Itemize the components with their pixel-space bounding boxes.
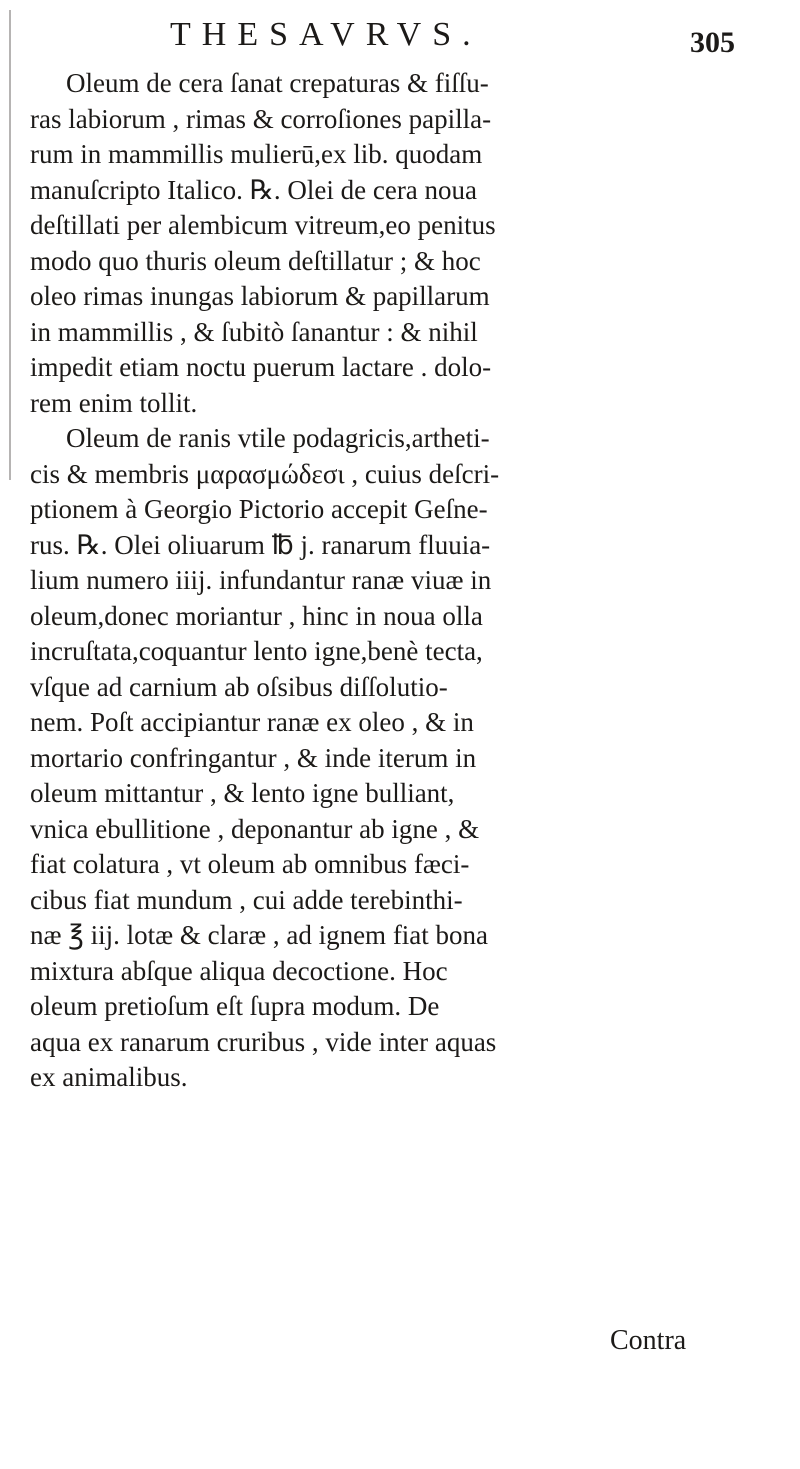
running-title: THESAVRVS. — [170, 16, 482, 53]
text-line: vſque ad carnium ab oſsibus diſſolutio- — [30, 671, 448, 702]
text-line: nem. Poſt accipiantur ranæ ex oleo , & in — [30, 707, 474, 737]
text-line: ex animalibus. — [30, 1062, 188, 1092]
text-line: oleum mittantur , & lento igne bulliant, — [30, 778, 455, 808]
text-line: deſtillati per alembicum vitreum,eo penitus — [30, 210, 496, 240]
body-text — [30, 66, 790, 1096]
text-line: vnica ebullitione , deponantur ab igne , & — [30, 813, 480, 844]
text-line: mortario confringantur , & inde iterum in — [30, 742, 477, 773]
text-line: oleo rimas inungas labiorum & papillarum — [30, 281, 490, 311]
catchword: Contra — [610, 1325, 687, 1356]
text-line: modo quo thuris oleum deſtillatur ; & hoc — [30, 245, 481, 276]
text-line: rem enim tollit. — [30, 387, 198, 418]
text-line: oleum,donec moriantur , hinc in noua olla — [30, 600, 483, 631]
text-line: aqua ex ranarum cruribus , vide inter aquas — [30, 1026, 497, 1057]
text-line: incruſtata,coquantur lento igne,benè tecta, — [30, 636, 483, 666]
text-line: cis & membris μαρασμώδεσι , cuius deſcri- — [30, 458, 500, 489]
text-line: ptionem à Georgio Pictorio accepit Geſne- — [30, 494, 488, 524]
text-line: rum in mammillis mulierū,ex lib. quodam — [30, 139, 483, 169]
text-line: Oleum de ranis vtile podagricis,artheti- — [66, 423, 490, 453]
text-line: rus. ℞. Olei oliuarum ℔ j. ranarum fluuia- — [30, 529, 491, 560]
text-line: mixtura abſque aliqua decoctione. Hoc — [30, 955, 448, 986]
text-line: Oleum de cera ſanat crepaturas & fiſſu- — [66, 68, 489, 98]
page-number: 305 — [690, 26, 735, 59]
text-line: impedit etiam noctu puerum lactare . dolo- — [30, 352, 492, 382]
text-line: fiat colatura , vt oleum ab omnibus fæci- — [30, 849, 470, 879]
text-line: manuſcripto Italico. ℞. Olei de cera noua — [30, 174, 478, 205]
text-line: cibus fiat mundum , cui adde terebinthi- — [30, 884, 463, 915]
text-line: oleum pretioſum eſt ſupra modum. De — [30, 991, 440, 1021]
text-line: lium numero iiij. infundantur ranæ viuæ in — [30, 565, 492, 595]
text-line: in mammillis , & ſubitò ſanantur : & nihil — [30, 316, 478, 347]
text-line: ras labiorum , rimas & corroſiones papilla- — [30, 103, 492, 134]
binding-edge-rule — [9, 10, 11, 480]
text-line: næ ℥ iij. lotæ & claræ , ad ignem fiat bona — [30, 920, 489, 950]
